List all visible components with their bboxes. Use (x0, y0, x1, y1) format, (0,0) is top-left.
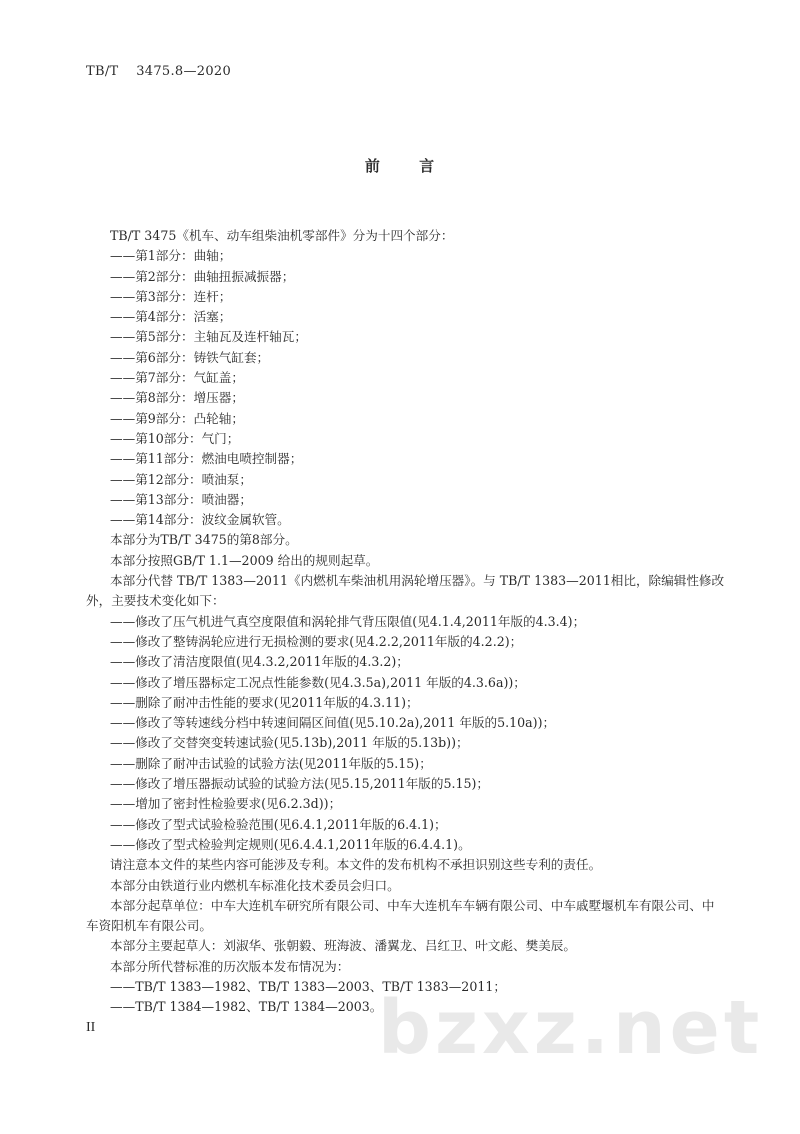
history-intro-paragraph: 本部分所代替标准的历次版本发布情况为： (110, 958, 350, 974)
changes-list (86, 612, 726, 856)
list-item: ——修改了型式检验判定规则(见6.4.4.1,2011年版的6.4.4.1)。 (110, 836, 471, 852)
list-item: ——修改了压气机进气真空度限值和涡轮排气背压限值(见4.1.4,2011年版的4.3.4)； (110, 613, 586, 629)
list-item: ——第13部分：喷油器； (110, 491, 252, 507)
this-part-paragraph: 本部分为TB/T 3475的第8部分。 (110, 532, 298, 548)
list-item: ——第6部分：铸铁气缸套； (110, 349, 270, 365)
watermark-logo: bzxz.net (378, 985, 764, 1071)
intro-paragraph: TB/T 3475《机车、动车组柴油机零部件》分为十四个部分： (110, 228, 454, 243)
list-item: ——第3部分：连杆； (110, 288, 232, 304)
list-item: ——第9部分：凸轮轴； (110, 410, 244, 426)
list-item: ——第2部分：曲轴扭振减振器； (110, 268, 295, 284)
list-item: ——修改了型式试验检验范围(见6.4.1,2011年版的6.4.1)； (110, 816, 447, 832)
drafting-units-paragraph: 本部分起草单位：中车大连机车研究所有限公司、中车大连机车车辆有限公司、中车戚墅堰机车有限公司、中车资阳机车有限公司。 (86, 897, 715, 934)
list-item: ——TB/T 1383—1982、TB/T 1383—2003、TB/T 1383—2011； (110, 978, 506, 994)
page-number: II (86, 1020, 96, 1035)
list-item: ——第14部分：波纹金属软管。 (110, 512, 290, 528)
list-item: ——TB/T 1384—1982、TB/T 1384—2003。 (110, 999, 383, 1015)
list-item: ——第10部分：气门； (110, 430, 240, 446)
list-item: ——删除了耐冲击性能的要求(见2011年版的4.3.11)； (110, 694, 419, 710)
list-item: ——第7部分：气缸盖； (110, 370, 244, 386)
list-item: ——删除了耐冲击试验的试验方法(见2011年版的5.15)； (110, 755, 432, 771)
replaces-paragraph: 本部分代替 TB/T 1383—2011《内燃机车柴油机用涡轮增压器》。与 TB/T 1383—2011相比，除编辑性修改外，主要技术变化如下： (86, 573, 725, 609)
drafters-paragraph: 本部分主要起草人：刘淑华、张朝毅、班海波、潘翼龙、吕红卫、叶文彪、樊美辰。 (110, 938, 576, 954)
list-item: ——修改了交替突变转速试验(见5.13b),2011 年版的5.13b))； (110, 735, 469, 751)
standard-code-header: TB/T 3475.8—2020 (86, 64, 232, 79)
list-item: ——第8部分：增压器； (110, 390, 244, 406)
list-item: ——修改了等转速线分档中转速间隔区间值(见5.10.2a),2011 年版的5.10a))； (110, 715, 556, 731)
patent-notice-paragraph: 请注意本文件的某些内容可能涉及专利。本文件的发布机构不承担识别这些专利的责任。 (110, 857, 602, 873)
list-item: ——第1部分：曲轴； (110, 248, 232, 264)
list-item: ——修改了增压器振动试验的试验方法(见5.15,2011年版的5.15)； (110, 776, 490, 792)
parts-list (86, 246, 726, 530)
list-item: ——第12部分：喷油泵； (110, 471, 252, 487)
list-item: ——第11部分：燃油电喷控制器； (110, 451, 303, 467)
list-item: ——修改了整铸涡轮应进行无损检测的要求(见4.2.2,2011年版的4.2.2)； (110, 633, 523, 649)
list-item: ——修改了增压器标定工况点性能参数(见4.3.5a),2011 年版的4.3.6a))； (110, 674, 526, 690)
drafting-rule-paragraph: 本部分按照GB/T 1.1—2009 给出的规则起草。 (110, 552, 379, 568)
document-body (86, 226, 726, 1018)
list-item: ——增加了密封性检验要求(见6.2.3d))； (110, 796, 342, 812)
list-item: ——修改了清洁度限值(见4.3.2,2011年版的4.3.2)； (110, 654, 409, 670)
list-item: ——第5部分：主轴瓦及连杆轴瓦； (110, 329, 307, 345)
proposed-by-paragraph: 本部分由铁道行业内燃机车标准化技术委员会归口。 (110, 877, 400, 893)
page-title: 前 言 (364, 157, 436, 175)
list-item: ——第4部分：活塞； (110, 309, 232, 325)
